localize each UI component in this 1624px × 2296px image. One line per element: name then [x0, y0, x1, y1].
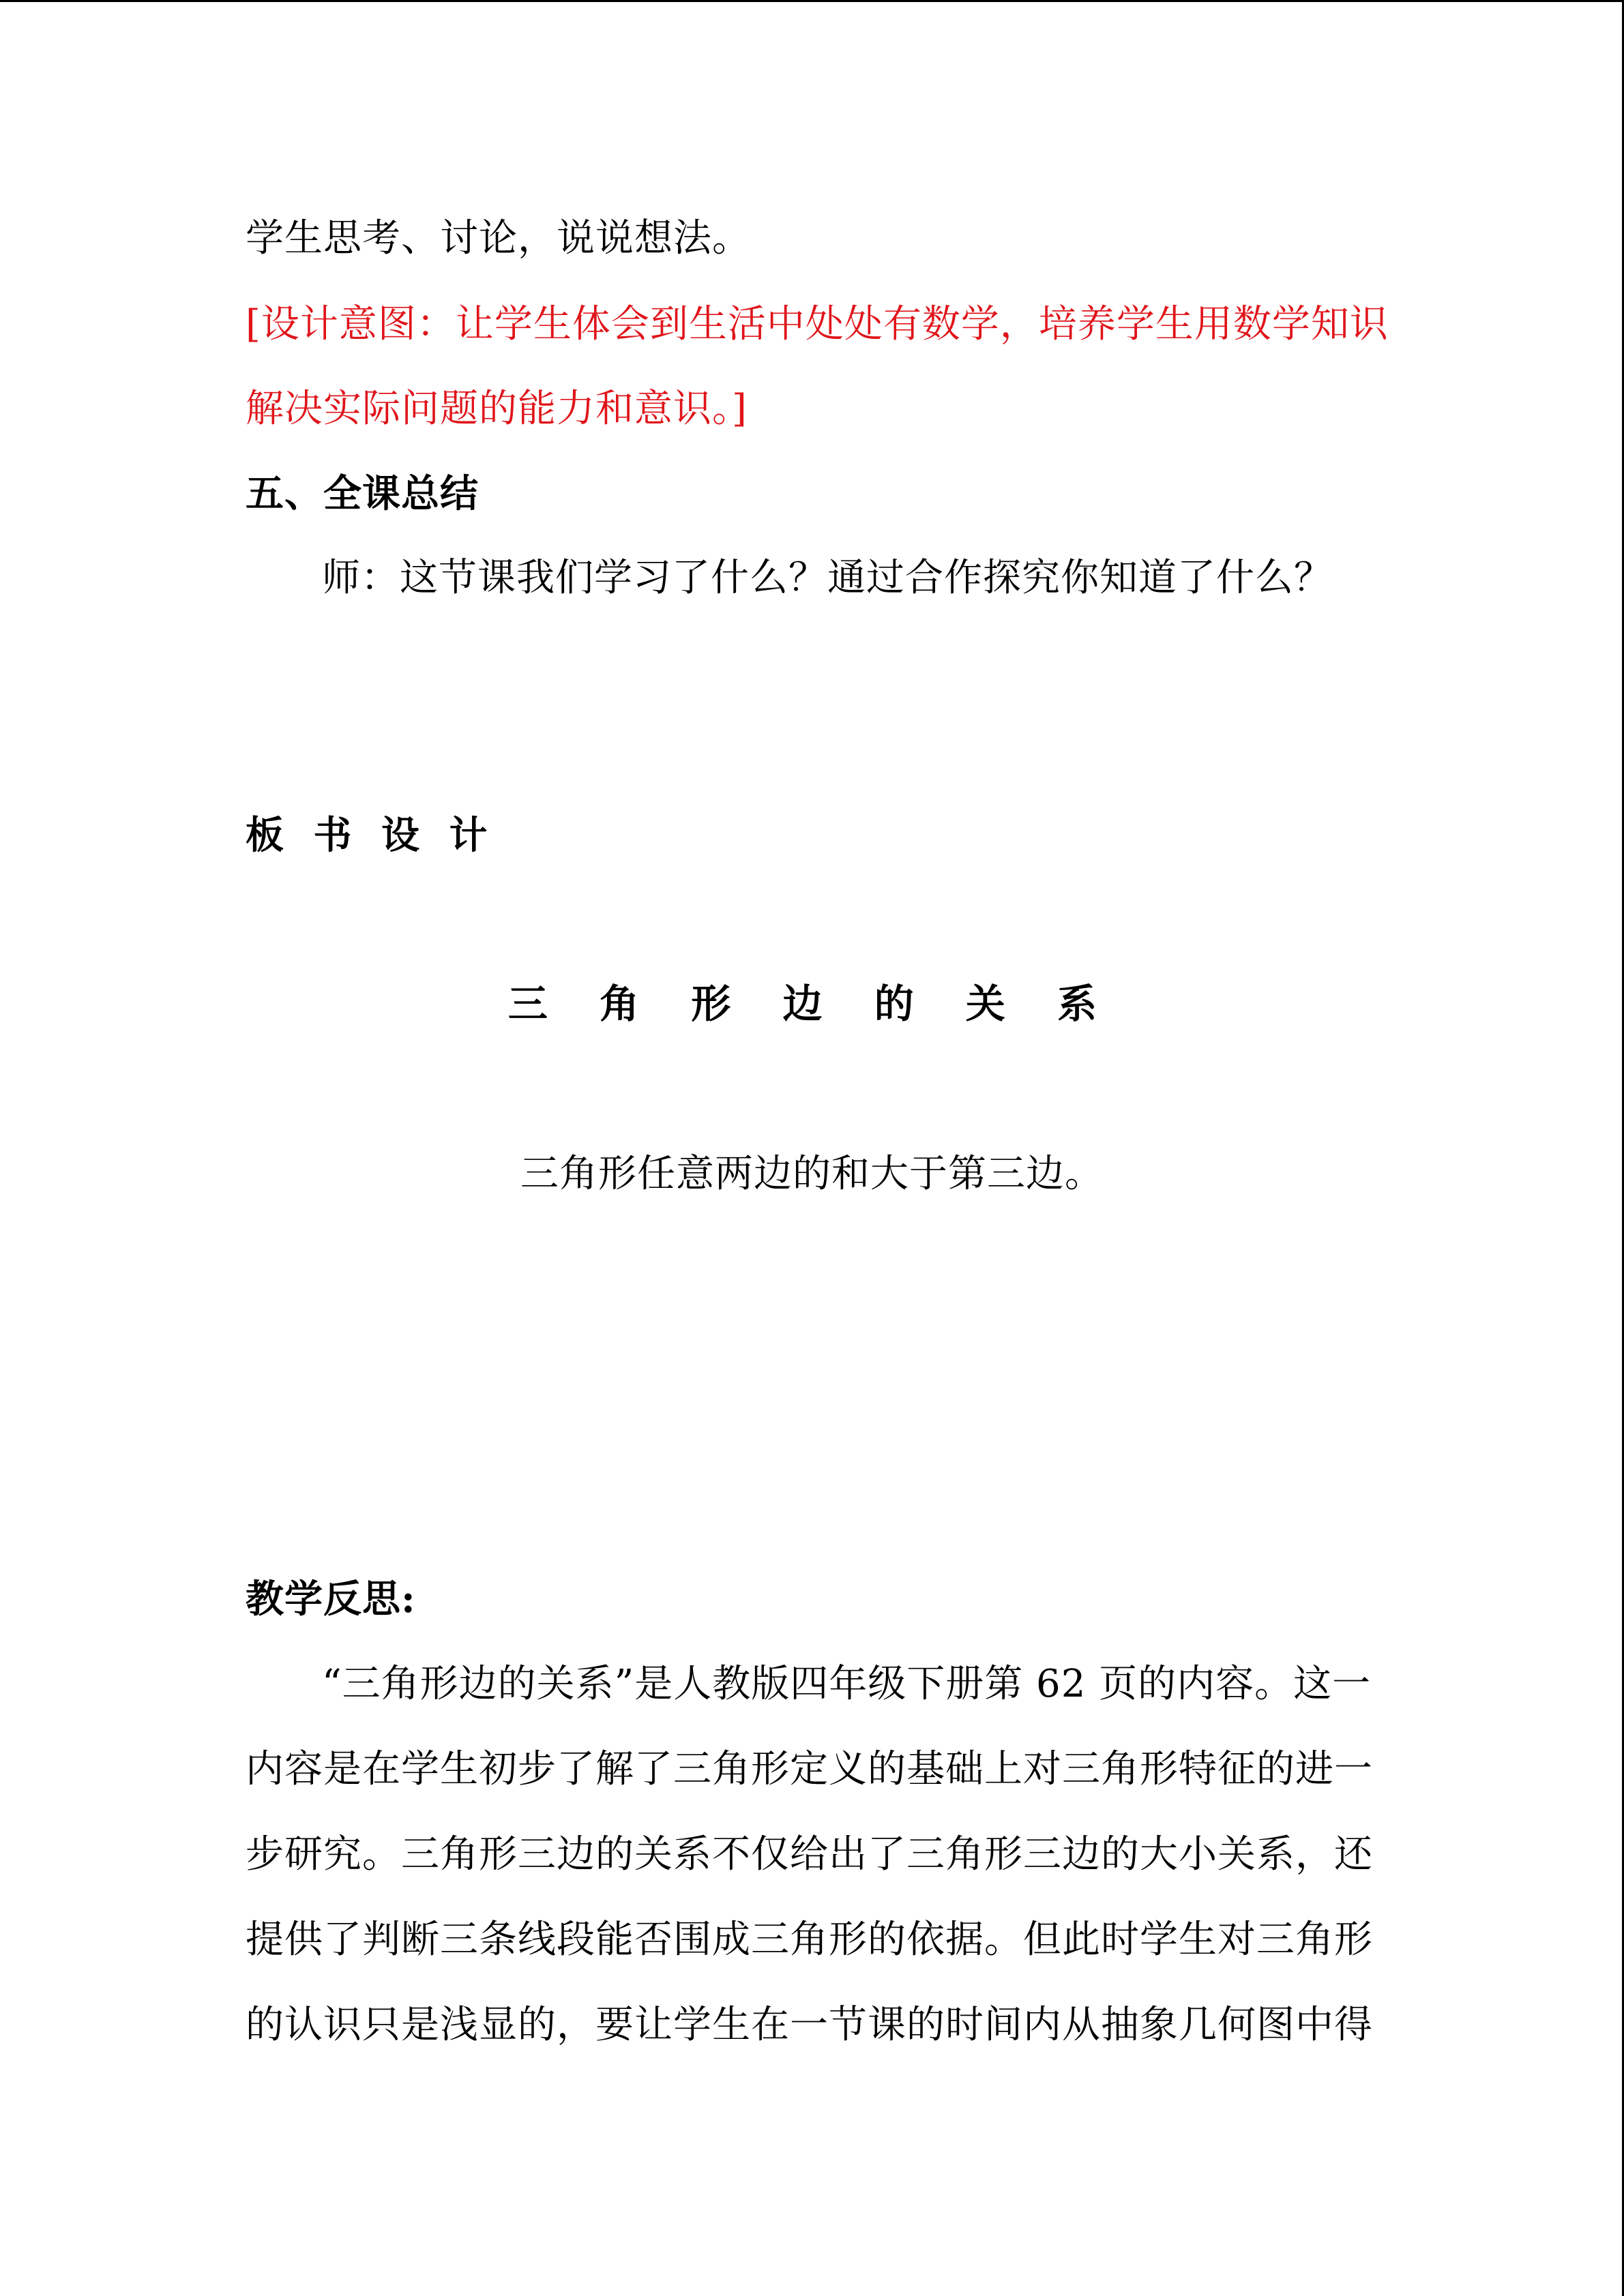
reflection-line-4: 提供了判断三条线段能否围成三角形的依据。但此时学生对三角形	[246, 1918, 1373, 1962]
teacher-question: 师：这节课我们学习了什么？通过合作探究你知道了什么？	[322, 556, 1333, 600]
reflection-line-3: 步研究。三角形三边的关系不仅给出了三角形三边的大小关系，还	[246, 1832, 1373, 1877]
board-rule: 三角形任意两边的和大于第三边。	[520, 1152, 1104, 1196]
reflection-heading: 教学反思:	[246, 1577, 416, 1622]
reflection-line-5: 的认识只是浅显的，要让学生在一节课的时间内从抽象几何图中得	[246, 2003, 1373, 2047]
reflection-line-1: “三角形边的关系”是人教版四年级下册第 62 页的内容。这一	[322, 1662, 1372, 1706]
page-border-top	[0, 0, 1624, 2]
board-design-heading: 板 书 设 计	[246, 813, 496, 858]
paragraph-student-discussion: 学生思考、讨论，说说想法。	[246, 216, 751, 260]
design-intent-line-1: [设计意图：让学生体会到生活中处处有数学，培养学生用数学知识	[246, 302, 1389, 346]
design-intent-line-2: 解决实际问题的能力和意识。]	[246, 387, 748, 431]
section-heading-summary: 五、全课总结	[246, 471, 479, 516]
board-title: 三 角 形 边 的 关 系	[507, 981, 1117, 1027]
reflection-line-2: 内容是在学生初步了解了三角形定义的基础上对三角形特征的进一	[246, 1747, 1373, 1791]
